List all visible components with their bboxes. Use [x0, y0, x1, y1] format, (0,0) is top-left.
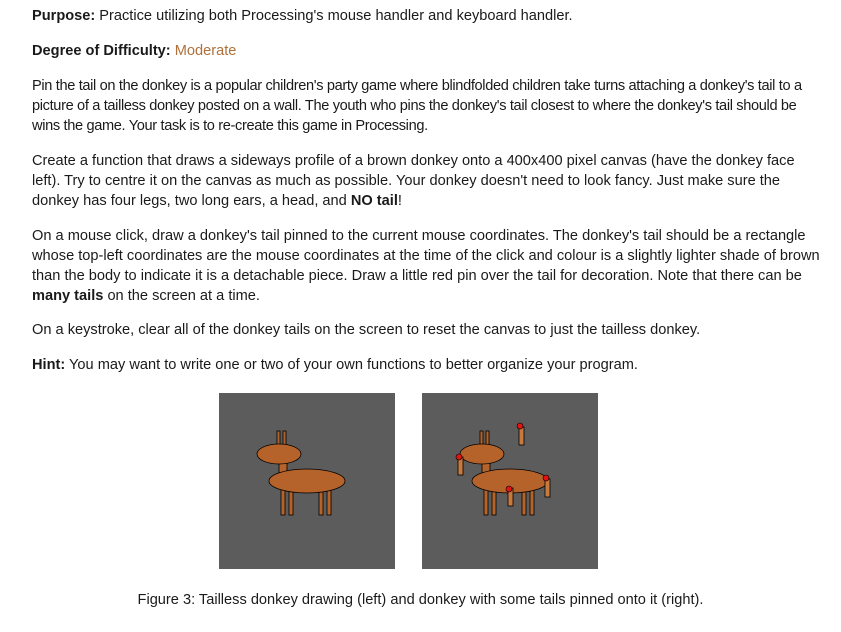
pinned-tail [517, 423, 524, 445]
purpose-label: Purpose: [32, 8, 96, 24]
difficulty-value: Moderate [174, 43, 237, 59]
pinned-tail [506, 486, 513, 506]
donkey-leg [530, 489, 534, 515]
difficulty-line [32, 41, 824, 61]
pinned-tail [456, 454, 463, 475]
donkey-ear [283, 431, 286, 445]
para2-bold: NO tail [350, 193, 398, 209]
donkey-leg [289, 489, 293, 515]
donkey-head [257, 444, 301, 464]
para3-bold: many tails [32, 288, 104, 304]
donkey-head [460, 444, 504, 464]
donkey-leg [522, 489, 526, 515]
figure-donkey-with-tails [422, 393, 598, 569]
donkey-ear [480, 431, 483, 445]
para2-text-after: ! [397, 193, 402, 209]
keystroke-paragraph: On a keystroke, clear all of the donkey tails on the screen to reset the canvas to just the tailless donkey. [32, 322, 701, 338]
figure-caption: Figure 3: Tailless donkey drawing (left) and donkey with some tails pinned onto it (right). [137, 592, 704, 608]
red-pin [456, 454, 462, 460]
intro-paragraph: Pin the tail on the donkey is a popular children's party game where blindfolded children take turns attaching a donkey's tail to a picture of a tailless donkey posted on a wall. The youth who pins the donkey's tail closest to where the donkey's tail should be wins the game. Your task is to re-create this game in Processing. [32, 78, 802, 134]
donkey-body [269, 469, 345, 493]
donkey-leg [492, 489, 496, 515]
red-pin [517, 423, 523, 429]
draw-donkey-paragraph [32, 151, 822, 211]
mouse-click-paragraph [32, 226, 822, 306]
donkey-leg [319, 489, 323, 515]
donkey-ear [486, 431, 489, 445]
donkey-drawing-right [422, 393, 598, 569]
figure-tailless-donkey [219, 393, 395, 569]
donkey-leg [327, 489, 331, 515]
donkey-leg [484, 489, 488, 515]
difficulty-label: Degree of Difficulty: [32, 43, 171, 59]
donkey-ear [277, 431, 280, 445]
donkey-drawing-left [219, 393, 395, 569]
purpose-text: Practice utilizing both Processing's mouse handler and keyboard handler. [95, 8, 573, 24]
donkey-leg [281, 489, 285, 515]
para3-text-after: on the screen at a time. [103, 288, 260, 304]
purpose-line [32, 6, 824, 26]
hint-label: Hint: [32, 357, 66, 373]
para3-text-before: On a mouse click, draw a donkey's tail pinned to the current mouse coordinates. The donkey's tail should be a rectangle whose top-left coordinates are the mouse coordinates at the time of the click and colour is a slightly lighter shade of brown than the body to indicate it is a detachable piece. Draw a little red pin over the tail for decoration. Note that there can be [32, 228, 820, 284]
red-pin [543, 475, 549, 481]
hint-text: You may want to write one or two of your own functions to better organize your program. [65, 357, 638, 373]
red-pin [506, 486, 512, 492]
hint-line [32, 355, 822, 375]
para2-text-before: Create a function that draws a sideways profile of a brown donkey onto a 400x400 pixel canvas (have the donkey face left). Try to centre it on the canvas as much as possible. Your donkey doesn't need to look fancy. Just make sure the donkey has four legs, two long ears, a head, and [32, 153, 795, 209]
